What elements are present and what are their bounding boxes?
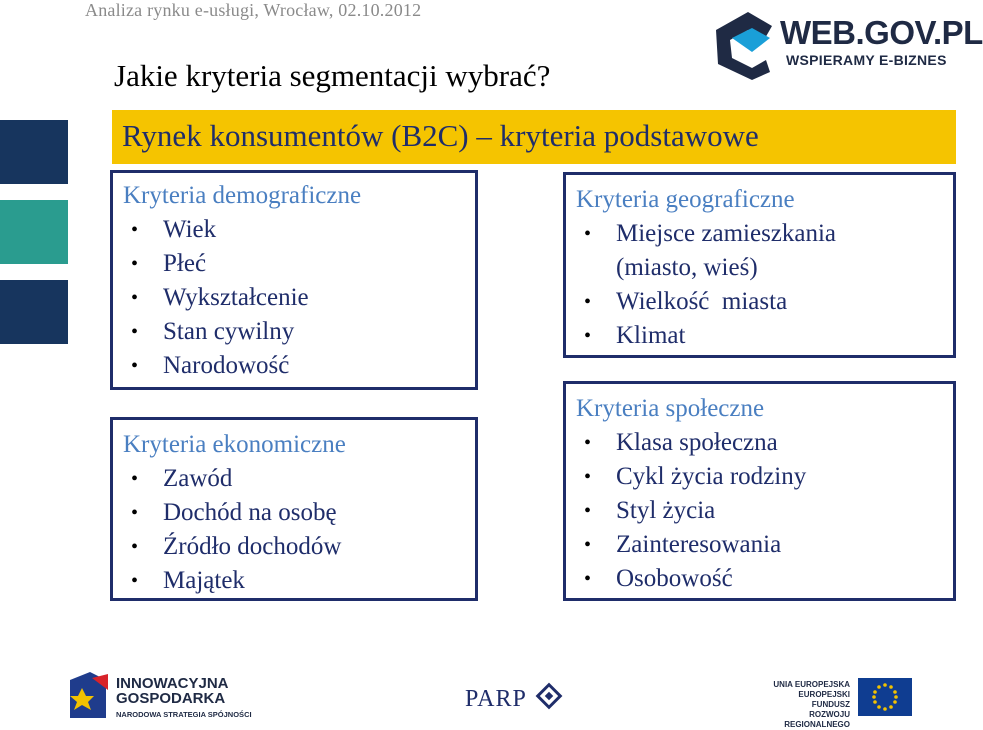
webgov-logo-icon [708, 8, 778, 80]
parp-logo [465, 682, 563, 713]
social-list [576, 426, 953, 596]
list-item: • Stan cywilny [123, 315, 475, 349]
bullet-icon: • [584, 432, 592, 454]
bullet-icon: • [584, 291, 592, 313]
bullet-icon: • [131, 570, 139, 592]
bullet-icon: • [131, 321, 139, 343]
bullet-icon: • [131, 355, 139, 377]
list-item: • Narodowość [123, 349, 475, 383]
innowacyjna-line1: INNOWACYJNA [116, 675, 229, 692]
parp-logo-icon [535, 682, 563, 710]
social-title: Kryteria społeczne [576, 395, 765, 422]
list-item: • Styl życia [576, 494, 953, 528]
parp-text: PARP [465, 686, 527, 712]
bullet-icon: • [584, 325, 592, 347]
demographic-title: Kryteria demograficzne [123, 182, 362, 209]
webgov-logo-text: WEB.GOV.PL [780, 14, 983, 51]
bullet-icon: • [131, 287, 139, 309]
list-item: • Klasa społeczna [576, 426, 953, 460]
list-item: • Źródło dochodów [123, 530, 475, 564]
innowacyjna-line2: GOSPODARKA [116, 690, 226, 707]
list-item: • Dochód na osobę [123, 496, 475, 530]
innowacyjna-subtext: NARODOWA STRATEGIA SPÓJNOŚCI [116, 710, 252, 719]
webgov-logo [708, 8, 983, 80]
bullet-icon: • [584, 500, 592, 522]
bullet-icon: • [584, 466, 592, 488]
page-title: Jakie kryteria segmentacji wybrać? [114, 58, 551, 93]
list-item-continuation: (miasto, wieś) [616, 254, 758, 281]
innowacyjna-text [116, 676, 229, 706]
innowacyjna-logo-icon [68, 670, 112, 722]
geographic-criteria-box [563, 172, 956, 358]
list-item: • Wiek [123, 213, 475, 247]
list-item: • Wielkość miasta [576, 285, 953, 319]
list-item: • Płeć [123, 247, 475, 281]
eu-line3: ROZWOJU REGIONALNEGO [784, 710, 850, 729]
bullet-icon: • [584, 568, 592, 590]
side-decor-1 [0, 120, 68, 184]
demographic-criteria-box [110, 170, 478, 390]
bullet-icon: • [584, 223, 592, 245]
section-banner [112, 110, 956, 164]
list-item: • Wykształcenie [123, 281, 475, 315]
bullet-icon: • [584, 534, 592, 556]
economic-title: Kryteria ekonomiczne [123, 431, 346, 458]
list-item: • Zainteresowania [576, 528, 953, 562]
innowacyjna-logo [68, 670, 252, 725]
list-item: • Zawód [123, 462, 475, 496]
header-line: Analiza rynku e-usługi, Wrocław, 02.10.2012 [85, 0, 422, 20]
banner-text: Rynek konsumentów (B2C) – kryteria podstawowe [122, 118, 759, 153]
bullet-icon: • [131, 468, 139, 490]
economic-criteria-box [110, 417, 478, 601]
bullet-icon: • [131, 502, 139, 524]
list-item: • Osobowość [576, 562, 953, 596]
bullet-icon: • [131, 253, 139, 275]
bullet-icon: • [131, 536, 139, 558]
eu-logo [766, 676, 956, 729]
list-item: • Majątek [123, 564, 475, 598]
list-item: • Klimat [576, 319, 953, 353]
social-criteria-box [563, 381, 956, 601]
eu-text [766, 680, 850, 730]
eu-flag-icon [858, 678, 912, 716]
eu-line1: UNIA EUROPEJSKA [773, 680, 850, 689]
side-decor-2 [0, 200, 68, 264]
footer-logos [0, 660, 960, 727]
side-decor-3 [0, 280, 68, 344]
webgov-tagline: WSPIERAMY E-BIZNES [786, 52, 947, 68]
geographic-list [576, 217, 953, 353]
demographic-list [123, 213, 475, 383]
geographic-title: Kryteria geograficzne [576, 186, 795, 213]
eu-line2: EUROPEJSKI FUNDUSZ [798, 690, 850, 709]
economic-list [123, 462, 475, 598]
bullet-icon: • [131, 219, 139, 241]
list-item: • Miejsce zamieszkania [576, 217, 953, 251]
list-item: • Cykl życia rodziny [576, 460, 953, 494]
